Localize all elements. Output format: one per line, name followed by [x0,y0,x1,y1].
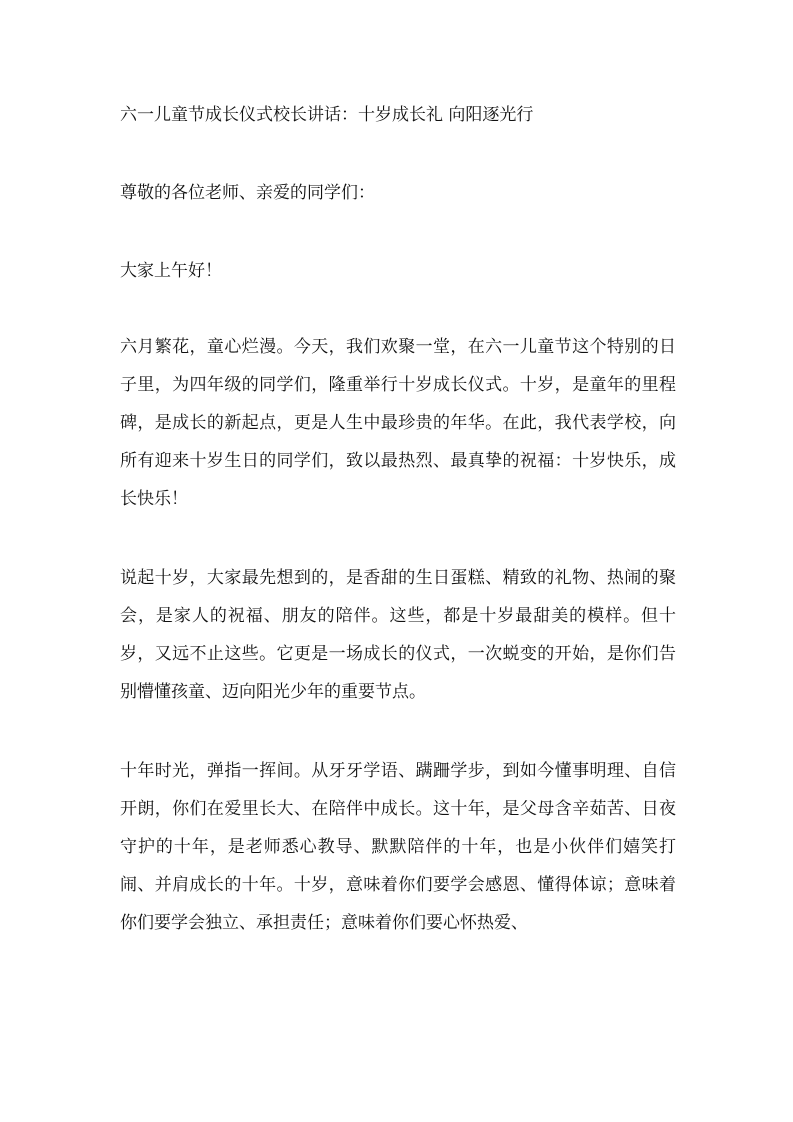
speech-title: 六一儿童节成长仪式校长讲话：十岁成长礼 向阳逐光行 [120,105,534,125]
paragraph-opening: 六月繁花，童心烂漫。今天，我们欢聚一堂，在六一儿童节这个特别的日子里，为四年级的同学们，隆重举行十岁成长仪式。十岁，是童年的里程碑，是成长的新起点，更是人生中最珍贵的年华。在此，我代表学校，向所有迎来十岁生日的同学们，致以最热烈、最真挚的祝福：十岁快乐，成长快乐！ [120,337,676,509]
salutation: 尊敬的各位老师、亲爱的同学们： [120,183,375,203]
greeting: 大家上午好！ [120,261,222,281]
paragraph-ten-years: 十年时光，弹指一挥间。从牙牙学语、蹒跚学步，到如今懂事明理、自信开朗，你们在爱里长大、在陪伴中成长。这十年，是父母含辛茹苦、日夜守护的十年，是老师悉心教导、默默陪伴的十年，也是小伙伴们嬉笑打闹、并肩成长的十年。十岁，意味着你们要学会感恩、懂得体谅；意味着你们要学会独立、承担责任；意味着你们要心怀热爱、 [120,761,676,933]
speech-document [120,96,676,983]
paragraph-meaning-of-ten: 说起十岁，大家最先想到的，是香甜的生日蛋糕、精致的礼物、热闹的聚会，是家人的祝福、朋友的陪伴。这些，都是十岁最甜美的模样。但十岁，又远不止这些。它更是一场成长的仪式，一次蜕变的开始，是你们告别懵懂孩童、迈向阳光少年的重要节点。 [120,568,676,702]
